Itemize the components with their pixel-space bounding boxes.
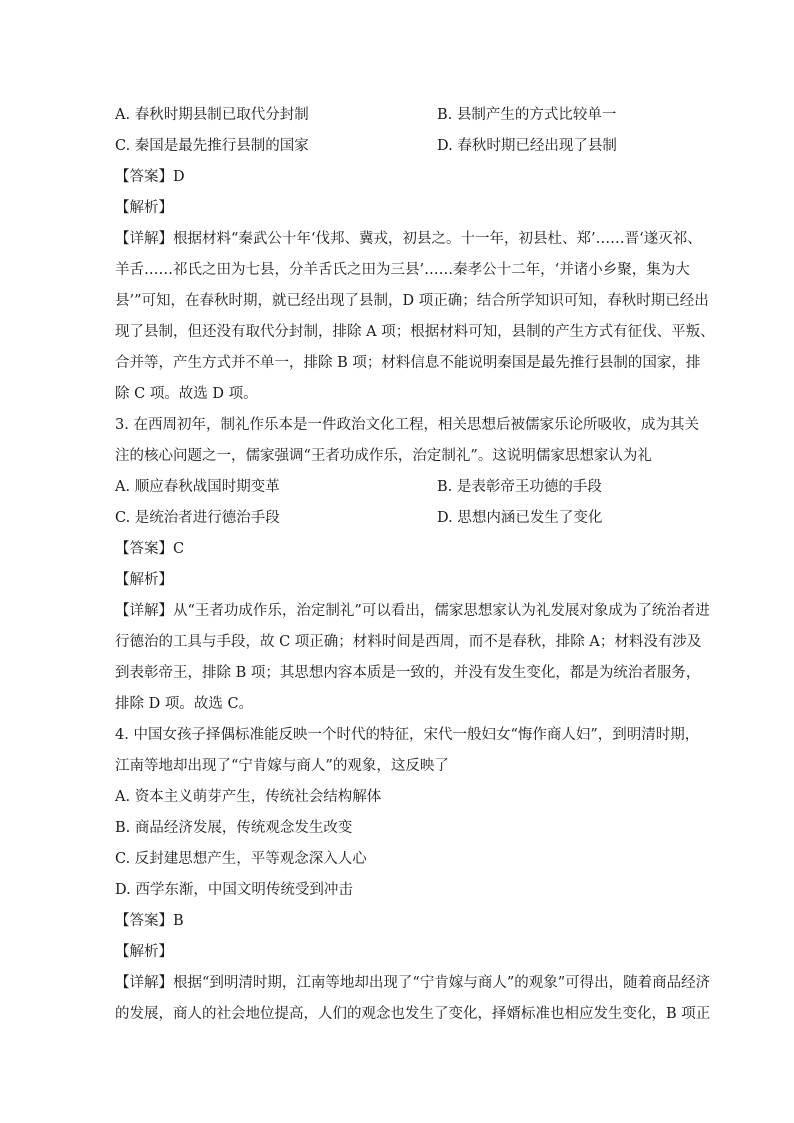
- q2-detail-line-2: 羊舌……祁氏之田为七县，分羊舌氏之田为三县’……秦孝公十二年，‘并诸小乡聚，集为大: [115, 262, 690, 278]
- q3-option-b: B. 是表彰帝王功德的手段: [437, 479, 602, 495]
- q4-stem-line-1: 4. 中国女孩子择偶标准能反映一个时代的特征，宋代一般妇女“悔作商人妇”，到明清时期，: [115, 727, 700, 743]
- q3-stem-line-2: 注的核心问题之一，儒家强调“王者功成作乐，治定制礼”。这说明儒家思想家认为礼: [115, 448, 652, 464]
- q3-answer: 【答案】C: [115, 541, 185, 557]
- q3-stem-line-1: 3. 在西周初年，制礼作乐本是一件政治文化工程，相关思想后被儒家乐论所吸收，成为其关: [115, 417, 699, 433]
- q2-answer: 【答案】D: [115, 169, 185, 185]
- q2-options-row-2: [115, 131, 683, 162]
- q4-option-b: B. 商品经济发展，传统观念发生改变: [115, 820, 353, 836]
- q2-option-c: C. 秦国是最先推行县制的国家: [115, 138, 309, 154]
- q3-detail-line-1: 【详解】从“王者功成作乐，治定制礼”可以看出，儒家思想家认为礼发展对象成为了统治者进: [115, 603, 710, 619]
- q4-answer: 【答案】B: [115, 913, 184, 929]
- q2-detail-line-4: 现了县制，但还没有取代分封制，排除 A 项；根据材料可知，县制的产生方式有征伐、平叛、: [115, 324, 715, 340]
- q2-options-row-1: [115, 100, 683, 131]
- page-content: [115, 100, 715, 1030]
- q4-detail-line-1: 【详解】根据“到明清时期，江南等地却出现了“宁肯嫁与商人”的观象”可得出，随着商品经济: [115, 975, 711, 991]
- q4-stem-line-2: 江南等地却出现了“宁肯嫁与商人”的观象，这反映了: [115, 758, 449, 774]
- q4-analysis-label: 【解析】: [115, 944, 173, 960]
- q3-detail-line-2: 行德治的工具与手段，故 C 项正确；材料时间是西周，而不是春秋，排除 A；材料没有涉及: [115, 634, 702, 650]
- q4-option-a: A. 资本主义萌芽产生，传统社会结构解体: [115, 789, 382, 805]
- q2-detail-line-6: 除 C 项。故选 D 项。: [115, 386, 258, 402]
- q2-detail-line-3: 县’”可知，在春秋时期，就已经出现了县制，D 项正确；结合所学知识可知，春秋时期已经出: [115, 293, 709, 309]
- q3-detail-line-3: 到表彰帝王，排除 B 项；其思想内容本质是一致的，并没有发生变化，都是为统治者服务，: [115, 665, 701, 681]
- text-line: 【详解】根据材料“秦武公十年‘伐邦、冀戎，初县之。十一年，初县杜、郑’……晋‘遂灭祁、: [115, 231, 702, 247]
- q3-options-row-2: [115, 503, 683, 534]
- q4-detail-line-2: 的发展，商人的社会地位提高，人们的观念也发生了变化，择婿标准也相应发生变化，B 项正: [115, 1006, 711, 1022]
- q3-option-d: D. 思想内涵已发生了变化: [437, 510, 603, 526]
- q2-detail-line-5: 合并等，产生方式并不单一，排除 B 项；材料信息不能说明秦国是最先推行县制的国家，排: [115, 355, 701, 371]
- q2-option-b: B. 县制产生的方式比较单一: [437, 107, 617, 123]
- q3-detail-line-4: 排除 D 项。故选 C。: [115, 696, 254, 712]
- q2-option-a: A. 春秋时期县制已取代分封制: [115, 107, 309, 123]
- q2-option-d: D. 春秋时期已经出现了县制: [437, 138, 617, 154]
- q3-options-row-1: [115, 472, 683, 503]
- q2-analysis-label: 【解析】: [115, 200, 173, 216]
- q3-analysis-label: 【解析】: [115, 572, 173, 588]
- q4-option-c: C. 反封建思想产生，平等观念深入人心: [115, 851, 367, 867]
- q4-option-d: D. 西学东渐，中国文明传统受到冲击: [115, 882, 353, 898]
- q3-option-c: C. 是统治者进行德治手段: [115, 510, 280, 526]
- q3-option-a: A. 顺应春秋战国时期变革: [115, 479, 280, 495]
- q2-detail-line-1: [115, 224, 702, 255]
